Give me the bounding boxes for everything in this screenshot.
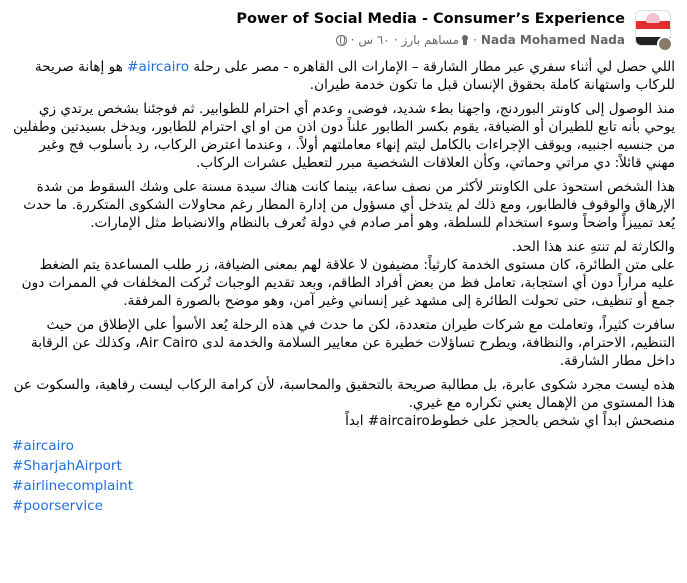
hashtag-link-sharjahairport[interactable]: #SharjahAirport [12, 458, 122, 474]
paragraph-text: على متن الطائرة، كان مستوى الخدمة كارثياً: مضيفون لا علاقة لهم بمعنى الضيافة، زر طلب المساعدة يتم الضغط عليه مراراً دون أي استجابة، تعامل فظ من بعض أفراد الطاقم، وبعد تقديم الوجبات تُركت المخلفات في الممرات دون جمع أو تنظيف، حتى تحولت الطائرة إلى مشهد غير إنساني وغير آمن، وهو موضح بالصورة المرفقة. [21, 257, 675, 309]
post-paragraph [12, 412, 675, 430]
post-paragraph [12, 100, 675, 172]
paragraph-text: منصحش ابداً اي شخص بالحجز على خطوط [429, 413, 675, 429]
top-contributor-badge-icon [461, 35, 469, 45]
paragraph-text: هذه ليست مجرد شكوى عابرة، بل مطالبة صريحة بالتحقيق والمحاسبة، لأن كرامة الركاب ليست رفاهية، والسكوت عن هذا المستوى من الإهمال يعني تكراره مع غيري. [13, 377, 675, 411]
post-meta [336, 32, 625, 48]
badge-label: مساهم بارز [401, 33, 460, 47]
globe-icon[interactable] [336, 35, 347, 46]
hashtag-link-poorservice[interactable]: #poorservice [12, 498, 103, 514]
author-avatar[interactable] [657, 36, 673, 52]
author-name-link[interactable]: Nada Mohamed Nada [480, 33, 625, 47]
post-paragraph [12, 376, 675, 412]
paragraph-text: منذ الوصول إلى كاونتر البوردنج، واجهنا بطء شديد، فوضى، وعدم أي احترام للطوابير. ثم فوجئنا بشخص يرتدي زي يوحي بأنه تابع للطيران أو الضيافة، يقوم بكسر الطابور علناً دون اذن من او اي احترام للطابور، ويدخل بسيدتين وطفلين من جنسيه اجنبيه، ويوقف الإجراءات بالكامل ليتم إنهاء معاملتهم أولاً. ، وعندما اعترض الركاب، رد بأسلوب فج وغير مهني قائلاً: دي مراتي وحماتي، وكأن العلاقات الشخصية مبرر لتعطيل عشرات الركاب. [13, 101, 675, 171]
hashtag-text-aircairo: #aircairo [367, 413, 430, 429]
paragraph-text: والكارثة لم تنتهِ عند هذا الحد. [511, 239, 675, 255]
post-paragraph [12, 238, 675, 256]
post-paragraph [12, 256, 675, 310]
group-name-link[interactable]: Power of Social Media - Consumer’s Experience [236, 11, 625, 27]
hashtag-link-aircairo[interactable]: #aircairo [127, 59, 190, 75]
paragraph-text: هذا الشخص استحوذ على الكاونتر لأكثر من نصف ساعة، بينما كانت هناك سيدة مسنة على وشك السقوط من شدة الإرهاق والوقوف فالطابور، ومع ذلك لم يتدخل أي مسؤول من إدارة المطار رغم محاولات الشكوى المتكررة. ما حدث يُعد تمييزاً واضحاً وسوء استخدام للسلطة، وهو أمر صادم في دولة تُعرف بالنظام والانضباط مثل الإمارات. [23, 179, 675, 231]
avatar-figure [646, 13, 660, 23]
top-contributor-badge[interactable] [402, 33, 470, 47]
paragraph-text: هو إهانة صريحة للركاب واستهانة كاملة بحقوق الإنسان قبل ما تكون خدمة طيران. [34, 59, 675, 93]
meta-separator: · [393, 33, 398, 47]
hashtag-link-aircairo[interactable]: #aircairo [12, 438, 74, 454]
post-header [10, 6, 677, 52]
hashtag-list [10, 436, 677, 516]
meta-separator: · [473, 33, 477, 47]
post-paragraph [12, 178, 675, 232]
paragraph-text: ابداً [345, 413, 368, 429]
post-body [10, 58, 677, 430]
hashtag-link-airlinecomplaint[interactable]: #airlinecomplaint [12, 478, 134, 494]
post-paragraph [12, 58, 675, 94]
post-timestamp[interactable]: ٦٠ س [358, 33, 390, 47]
paragraph-text: اللي حصل لي أثناء سفري عبر مطار الشارقة – الإمارات الى القاهره - مصر على رحلة [189, 59, 675, 75]
post-paragraph [12, 316, 675, 370]
paragraph-text: سافرت كثيراً، وتعاملت مع شركات طيران متعددة، لكن ما حدث في هذه الرحلة يُعد الأسوأ على الإطلاق من حيث التنظيم، الاحترام، والنظافة، ويطرح تساؤلات خطيرة عن معايير السلامة والخدمة لدى Air Cairo، وكذلك عن الرقابة داخل مطار الشارقة. [30, 317, 675, 369]
meta-separator: · [350, 33, 355, 47]
